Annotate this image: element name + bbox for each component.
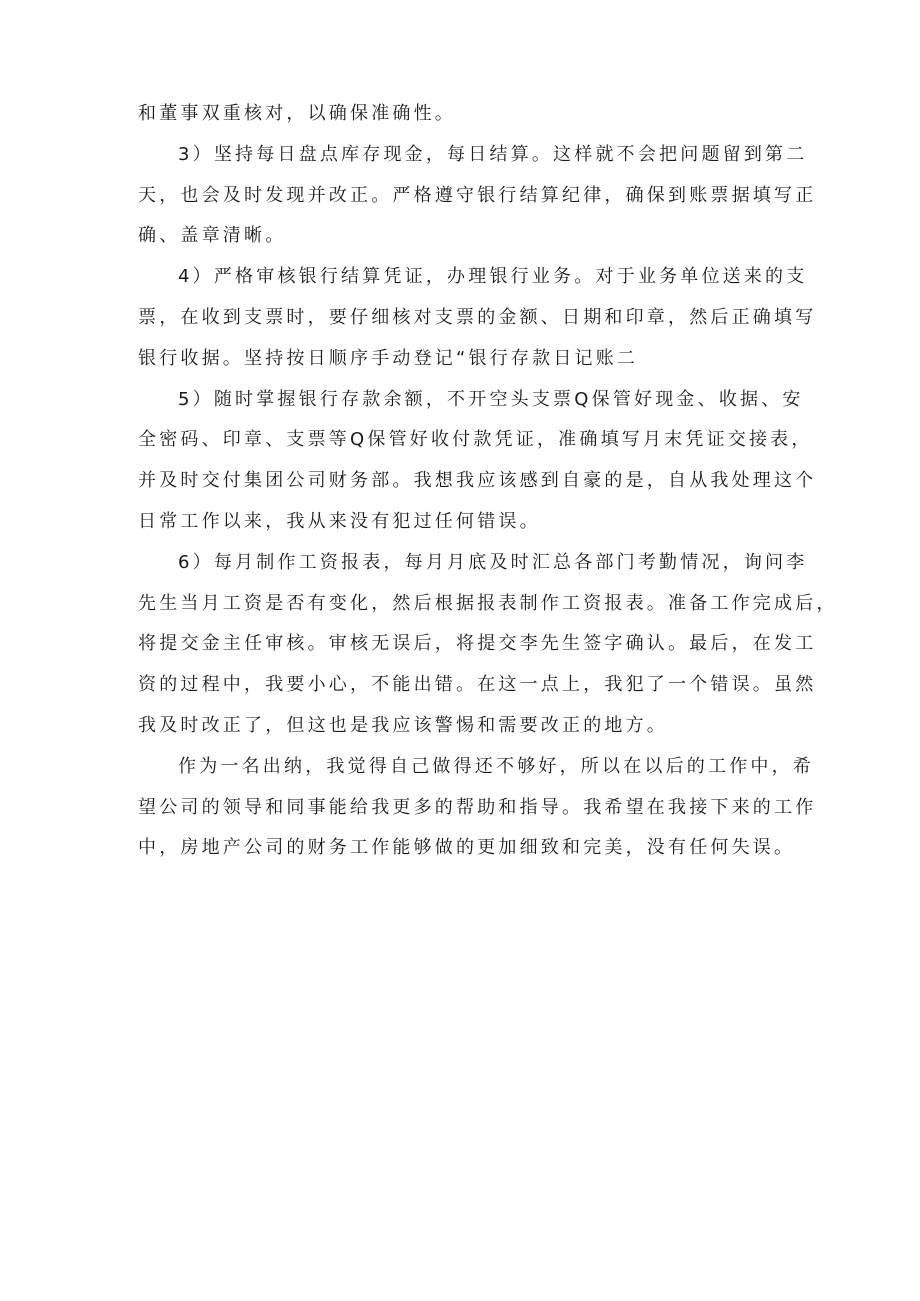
paragraph-item-3 — [138, 135, 817, 257]
text-line: 我及时改正了，但这也是我应该警惕和需要改正的地方。 — [138, 714, 668, 736]
text-line: 3）坚持每日盘点库存现金，每日结算。这样就不会把问题留到第二 — [178, 143, 808, 165]
paragraph-conclusion — [138, 747, 817, 869]
text-line: 和董事双重核对，以确保准确性。 — [138, 103, 456, 124]
text-line: 全密码、印章、支票等Q保管好收付款凭证，准确填写月末凭证交接表， — [138, 429, 813, 451]
paragraph-item-6 — [138, 543, 838, 747]
text-line: 资的过程中，我要小心，不能出错。在这一点上，我犯了一个错误。虽然 — [138, 674, 817, 696]
text-line: 票，在收到支票时，要仔细核对支票的金额、日期和印章，然后正确填写 — [138, 306, 817, 328]
text-line: 望公司的领导和同事能给我更多的帮助和指导。我希望在我接下来的工作 — [138, 796, 817, 818]
text-line: 确、盖章清晰。 — [138, 225, 287, 247]
text-line: 将提交金主任审核。审核无误后，将提交李先生签字确认。最后，在发工 — [138, 633, 817, 655]
text-line: 作为一名出纳，我觉得自己做得还不够好，所以在以后的工作中，希 — [178, 755, 814, 777]
document-body — [138, 94, 838, 869]
text-line: 中，房地产公司的财务工作能够做的更加细致和完美，没有任何失误。 — [138, 837, 796, 859]
text-line: 并及时交付集团公司财务部。我想我应该感到自豪的是，自从我处理这个 — [138, 470, 817, 492]
text-line: 4）严格审核银行结算凭证，办理银行业务。对于业务单位送来的支 — [178, 266, 808, 288]
text-line: 银行收据。坚持按日顺序手动登记“银行存款日记账二 — [138, 347, 639, 369]
text-line: 6）每月制作工资报表，每月月底及时汇总各部门考勤情况，询问李 — [178, 551, 808, 573]
paragraph-item-5 — [138, 380, 817, 543]
text-line: 5）随时掌握银行存款余额，不开空头支票Q保管好现金、收据、安 — [178, 388, 804, 410]
text-line: 日常工作以来，我从来没有犯过任何错误。 — [138, 510, 541, 532]
text-line: 先生当月工资是否有变化，然后根据报表制作工资报表。准备工作完成后， — [138, 592, 838, 614]
paragraph-continuation — [138, 94, 788, 135]
paragraph-item-4 — [138, 257, 817, 379]
text-line: 天，也会及时发现并改正。严格遵守银行结算纪律，确保到账票据填写正 — [138, 184, 817, 206]
